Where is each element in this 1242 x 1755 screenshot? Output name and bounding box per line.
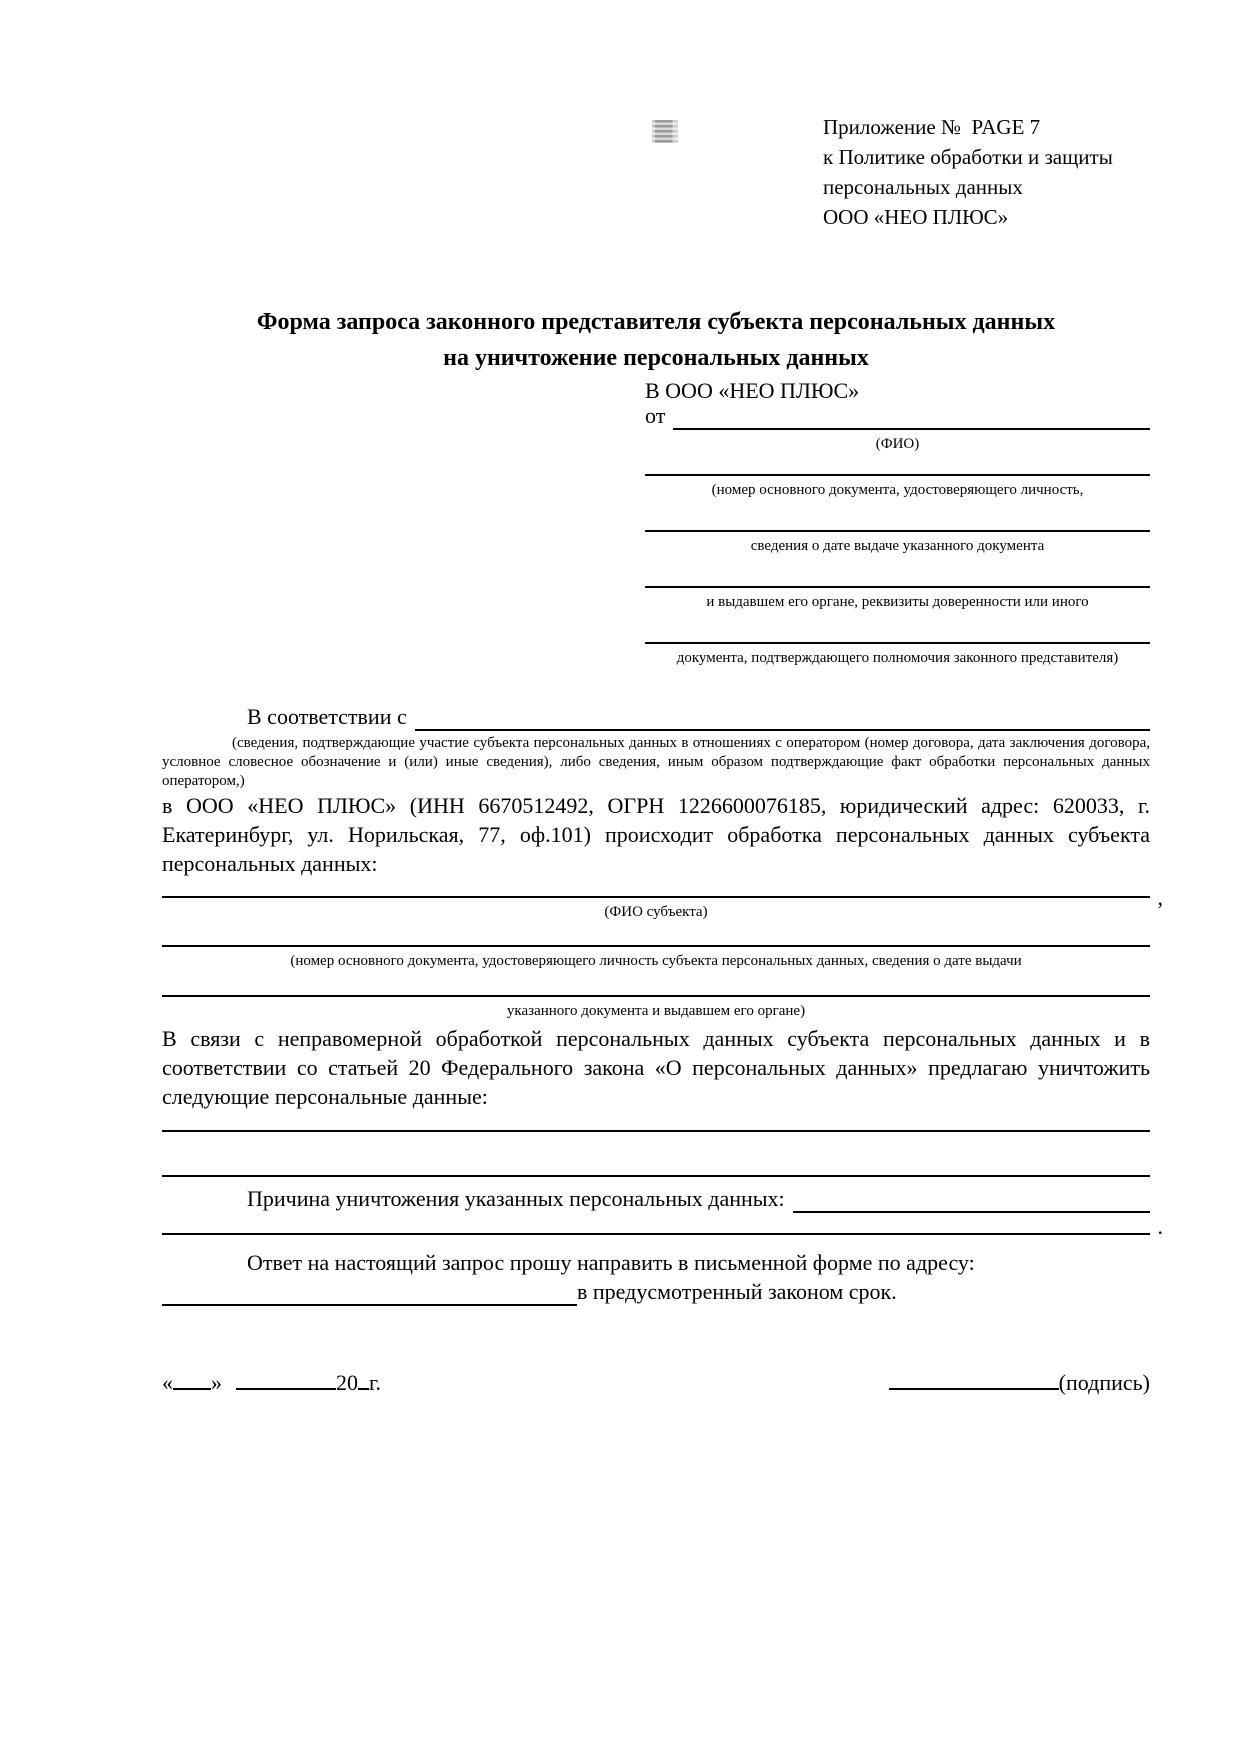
representative-doc-input-line xyxy=(645,453,1150,476)
date-close-quote: » xyxy=(211,1370,222,1395)
representative-doc-caption: сведения о дате выдаче указанного документа xyxy=(750,538,1045,554)
signature-block xyxy=(889,1368,1150,1397)
reason-input-line xyxy=(793,1211,1150,1213)
addressee-block xyxy=(645,376,1150,667)
signature-input-line xyxy=(889,1368,1059,1390)
reason-label: Причина уничтожения указанных персональных данных: xyxy=(247,1186,785,1211)
representative-doc-input-line xyxy=(645,611,1150,644)
subject-doc-caption: указанного документа и выдавшем его органе) xyxy=(506,1003,806,1019)
appendix-line: к Политике обработки и защиты xyxy=(823,145,1113,169)
reason-row xyxy=(162,1186,1150,1213)
accordance-row xyxy=(162,704,1150,731)
document-title-line1: Форма запроса законного представителя субъекта персональных данных xyxy=(256,309,1056,335)
accordance-input-line xyxy=(415,729,1150,731)
date-year-input-line xyxy=(358,1368,369,1390)
appendix-line: ООО «НЕО ПЛЮС» xyxy=(823,205,1009,229)
from-fio-input-line xyxy=(673,428,1150,430)
field-code-artifact-icon xyxy=(652,120,678,143)
data-to-destroy-input-line xyxy=(162,1175,1150,1177)
date-month-input-line xyxy=(236,1368,336,1390)
subject-line-comma: , xyxy=(1157,885,1163,910)
representative-doc-caption: документа, подтверждающего полномочия законного представителя) xyxy=(676,650,1119,666)
representative-doc-caption: и выдавшем его органе, реквизиты доверенности или иного xyxy=(706,594,1089,610)
request-paragraph: В связи с неправомерной обработкой персональных данных субъекта персональных данных и в соответствии со статьей 20 Федерального закона «О персональных данных» предлагаю уничтожить следующие персональные данные: xyxy=(162,1026,1150,1109)
subject-doc-input-line xyxy=(162,995,1150,997)
representative-doc-input-line xyxy=(645,499,1150,532)
reason-continuation-line xyxy=(162,1214,1163,1239)
document-title xyxy=(162,304,1150,376)
reply-address-input-line xyxy=(162,1280,577,1306)
date-year-suffix: г. xyxy=(369,1370,382,1395)
subject-doc-caption: (номер основного документа, удостоверяющего личность субъекта персональных данных, сведения о дате выдачи xyxy=(290,953,1022,969)
from-row xyxy=(645,403,1150,430)
subject-doc-input-line xyxy=(162,945,1150,947)
fio-caption: (ФИО) xyxy=(875,436,920,452)
appendix-header xyxy=(162,112,1150,232)
from-label: от xyxy=(645,403,666,428)
footer-row xyxy=(162,1368,1150,1397)
representative-doc-input-line xyxy=(645,555,1150,588)
operator-paragraph: в ООО «НЕО ПЛЮС» (ИНН 6670512492, ОГРН 1226600076185, юридический адрес: 620033, г. Екатеринбург, ул. Норильская, 77, оф.101) происходит обработка персональных данных субъекта персональных данных: xyxy=(162,793,1150,876)
reason-line-period: . xyxy=(1157,1214,1163,1239)
signature-caption: (подпись) xyxy=(1058,1370,1150,1395)
subject-fio-input-line xyxy=(162,885,1163,910)
representative-doc-caption: (номер основного документа, удостоверяющего личность, xyxy=(711,482,1084,498)
subject-fio-caption: (ФИО субъекта) xyxy=(604,904,708,920)
appendix-line: Приложение № PAGE 7 xyxy=(823,115,1041,139)
data-to-destroy-input-line xyxy=(162,1130,1150,1132)
appendix-header-block xyxy=(823,112,1150,232)
accordance-label: В соответствии с xyxy=(247,704,407,729)
reply-paragraph: Ответ на настоящий запрос прошу направить в письменной форме по адресу: xyxy=(247,1250,975,1275)
date-open-quote: « xyxy=(162,1370,173,1395)
reply-address-row xyxy=(162,1277,1150,1306)
appendix-line: персональных данных xyxy=(823,175,1023,199)
addressee-company: В ООО «НЕО ПЛЮС» xyxy=(645,378,860,403)
accordance-note: (сведения, подтверждающие участие субъекта персональных данных в отношениях с оператором (номер договора, дата заключения договора, условное словесное обозначение и (или) иные сведения), либо сведения, иным образом подтверждающие факт обработки персональных данных оператором,) xyxy=(162,735,1150,789)
reply-suffix: в предусмотренный законом срок. xyxy=(577,1279,897,1304)
date-year-prefix: 20 xyxy=(336,1370,358,1395)
date-day-input-line xyxy=(173,1368,211,1390)
document-title-line2: на уничтожение персональных данных xyxy=(443,345,869,371)
date-block xyxy=(162,1368,381,1397)
